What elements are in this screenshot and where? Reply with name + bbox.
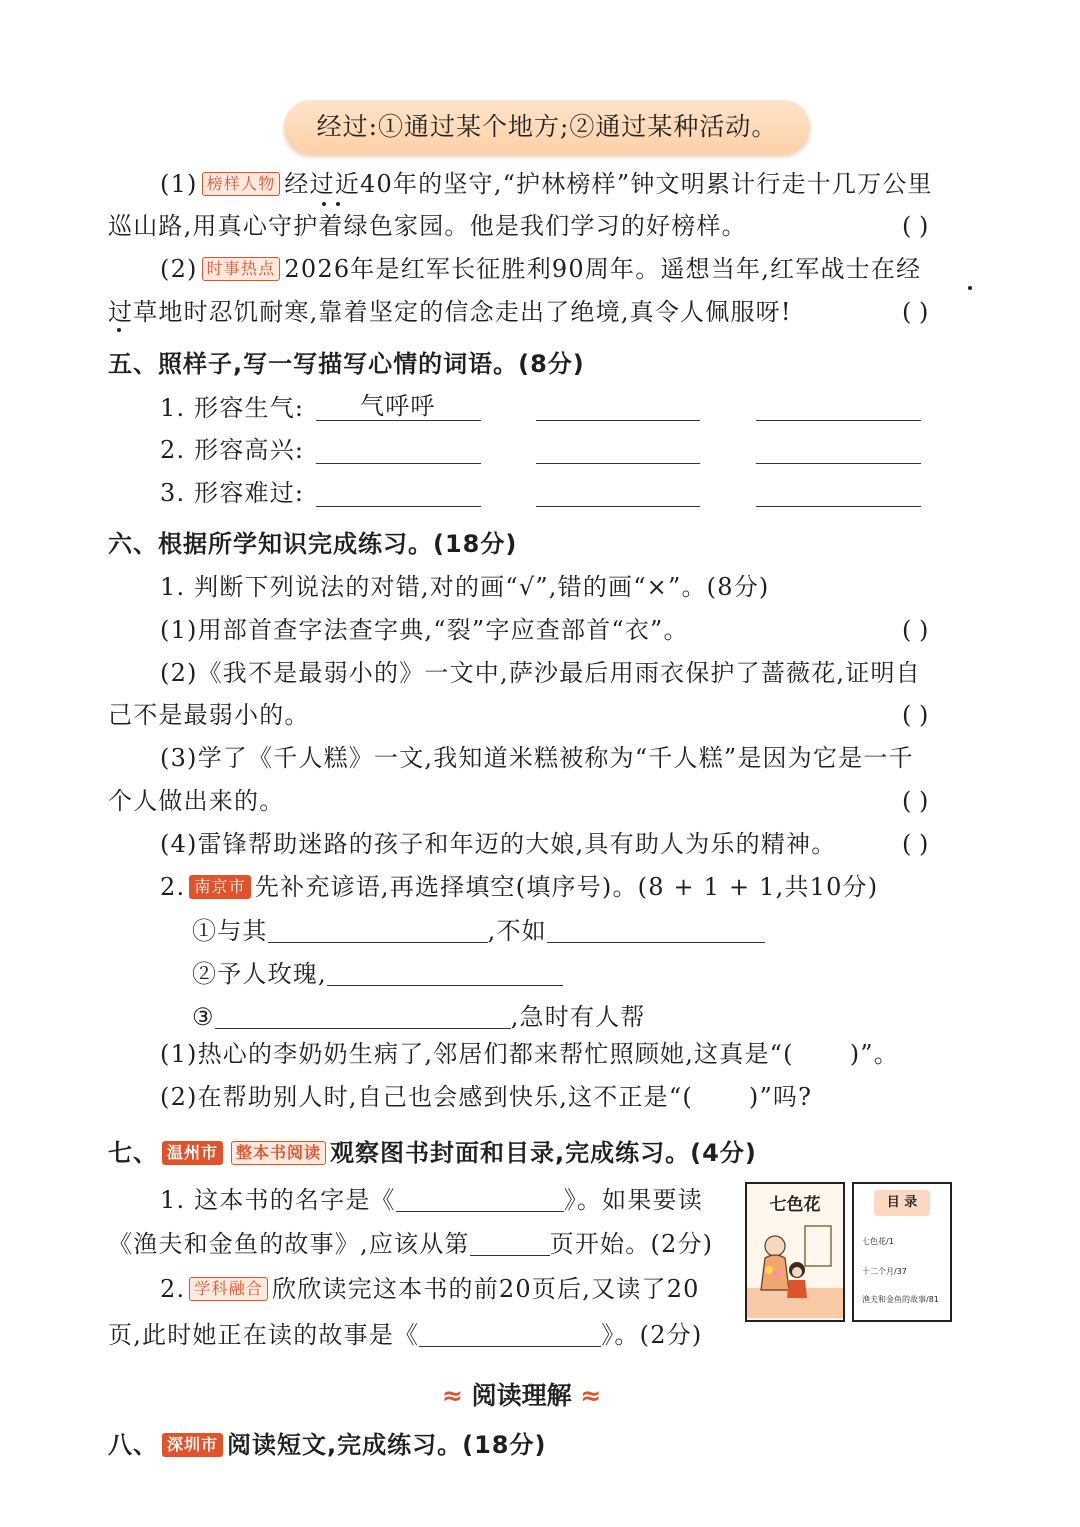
category-tag: 整本书阅读 bbox=[231, 1141, 326, 1165]
cover-illustration-icon bbox=[747, 1218, 843, 1318]
section-text: 阅读短文,完成练习。(18分) bbox=[227, 1431, 547, 1459]
fill-item bbox=[160, 1037, 899, 1071]
emphasis-dot bbox=[336, 202, 340, 206]
word-label: 1. 形容生气: bbox=[160, 394, 305, 422]
answer-parentheses[interactable]: ( ) bbox=[902, 212, 929, 240]
question-number: (1) bbox=[160, 170, 198, 198]
question-title: 1. 判断下列说法的对错,对的画“√”,错的画“×”。(8分) bbox=[160, 573, 770, 601]
category-tag: 学科融合 bbox=[189, 1277, 268, 1301]
region-tag: 南京市 bbox=[189, 875, 251, 899]
question-line: 过草地时忍饥耐寒,靠着坚定的信念走出了绝境,真令人佩服呀! bbox=[108, 298, 792, 326]
fill-text: )”吗? bbox=[748, 1083, 813, 1111]
question-text: 欣欣读完这本书的前20页后,又读了20 bbox=[272, 1275, 700, 1303]
question-line: 巡山路,用真心守护着绿色家园。他是我们学习的好榜样。 bbox=[108, 212, 747, 240]
answer-parentheses[interactable]: ( ) bbox=[902, 701, 929, 729]
judge-item: (2)《我不是最弱小的》一文中,萨沙最后用雨衣保护了蔷薇花,证明自 bbox=[160, 659, 921, 687]
answer-blank[interactable] bbox=[268, 916, 488, 943]
toc-item: 七色花/1 bbox=[862, 1237, 894, 1246]
judge-item: (4)雷锋帮助迷路的孩子和年迈的大娘,具有助人为乐的精神。 bbox=[160, 830, 837, 858]
section-prefix: 八、 bbox=[108, 1431, 158, 1459]
proverb-line bbox=[192, 914, 765, 948]
reading-heading bbox=[442, 1378, 601, 1414]
answer-blank[interactable] bbox=[215, 1002, 511, 1029]
section-text: 观察图书封面和目录,完成练习。(4分) bbox=[330, 1139, 757, 1167]
toc-title: 目 录 bbox=[874, 1190, 930, 1216]
question-text: 经过近40年的坚守,“护林榜样”钟文明累计行走十几万公里 bbox=[284, 170, 933, 198]
fill-item bbox=[160, 1080, 812, 1114]
proverb-part: ,不如 bbox=[487, 917, 547, 945]
question-text: 1. 这本书的名字是《 bbox=[160, 1186, 396, 1214]
answer-blank[interactable] bbox=[327, 959, 563, 986]
region-tag: 温州市 bbox=[162, 1141, 223, 1165]
answer-blank[interactable] bbox=[536, 463, 700, 464]
answer-blank[interactable] bbox=[419, 1320, 601, 1347]
section-title bbox=[108, 1428, 546, 1462]
category-tag: 时事热点 bbox=[202, 257, 281, 281]
book-toc bbox=[852, 1182, 952, 1322]
question-number: 2. bbox=[160, 873, 186, 901]
question-line bbox=[160, 252, 921, 286]
answer-blank[interactable] bbox=[756, 420, 921, 421]
answer-blank[interactable] bbox=[316, 420, 481, 421]
section-title: 六、根据所学知识完成练习。(18分) bbox=[108, 530, 518, 558]
wave-icon: ≈ bbox=[580, 1381, 602, 1410]
question-line bbox=[160, 1272, 700, 1306]
proverb-line bbox=[192, 1000, 646, 1034]
answer-blank[interactable] bbox=[536, 420, 700, 421]
judge-item-cont: 己不是最弱小的。 bbox=[108, 701, 310, 729]
cover-title: 七色花 bbox=[769, 1195, 821, 1215]
word-label: 3. 形容难过: bbox=[160, 479, 305, 507]
proverb-line bbox=[192, 957, 563, 991]
section-prefix: 七、 bbox=[108, 1139, 158, 1167]
answer-parentheses[interactable]: ( ) bbox=[902, 298, 929, 326]
judge-item: (1)用部首查字法查字典,“裂”字应查部首“衣”。 bbox=[160, 616, 689, 644]
question-number: 2. bbox=[160, 1275, 186, 1303]
question-title bbox=[160, 870, 878, 904]
reading-title: 阅读理解 bbox=[471, 1381, 572, 1410]
question-text: 先补充谚语,再选择填空(填序号)。(8 + 1 + 1,共10分) bbox=[254, 873, 879, 901]
answer-parentheses[interactable]: ( ) bbox=[902, 616, 929, 644]
definition-banner: 经过:①通过某个地方;②通过某种活动。 bbox=[284, 100, 810, 154]
answer-blank[interactable] bbox=[536, 506, 700, 507]
question-text: 》。如果要读 bbox=[563, 1186, 703, 1214]
answer-blank[interactable] bbox=[756, 463, 921, 464]
section-title: 五、照样子,写一写描写心情的词语。(8分) bbox=[108, 350, 585, 378]
question-line bbox=[160, 1183, 703, 1217]
answer-blank[interactable] bbox=[470, 1229, 550, 1256]
judge-item: (3)学了《千人糕》一文,我知道米糕被称为“千人糕”是因为它是一千 bbox=[160, 744, 914, 772]
proverb-part: ③ bbox=[192, 1003, 215, 1031]
fill-text: (1)热心的李奶奶生病了,邻居们都来帮忙照顾她,这真是“( bbox=[160, 1040, 794, 1068]
question-number: (2) bbox=[160, 255, 198, 283]
question-line bbox=[108, 1227, 713, 1261]
fill-text: (2)在帮助别人时,自己也会感到快乐,这不正是“( bbox=[160, 1083, 693, 1111]
answer-blank[interactable] bbox=[396, 1185, 564, 1212]
proverb-part: ①与其 bbox=[192, 917, 268, 945]
region-tag: 深圳市 bbox=[162, 1433, 223, 1457]
emphasis-dot bbox=[968, 286, 972, 290]
answer-parentheses[interactable]: ( ) bbox=[902, 787, 929, 815]
wave-icon: ≈ bbox=[442, 1381, 463, 1410]
emphasis-dot bbox=[117, 328, 121, 332]
question-line bbox=[108, 1318, 702, 1352]
answer-blank[interactable] bbox=[316, 506, 481, 507]
proverb-part: ,急时有人帮 bbox=[510, 1003, 646, 1031]
fill-text: )”。 bbox=[849, 1040, 899, 1068]
question-text: 《渔夫和金鱼的故事》,应该从第 bbox=[108, 1230, 470, 1258]
question-text: 2026年是红军长征胜利90周年。遥想当年,红军战士在经 bbox=[284, 255, 922, 283]
answer-parentheses[interactable]: ( ) bbox=[902, 830, 929, 858]
toc-item: 渔夫和金鱼的故事/81 bbox=[862, 1295, 939, 1304]
emphasis-dot bbox=[322, 202, 326, 206]
word-label: 2. 形容高兴: bbox=[160, 436, 305, 464]
question-text: 页,此时她正在读的故事是《 bbox=[108, 1321, 420, 1349]
book-cover bbox=[745, 1182, 845, 1322]
answer-blank[interactable] bbox=[316, 463, 481, 464]
answer-blank[interactable] bbox=[547, 916, 765, 943]
judge-item-cont: 个人做出来的。 bbox=[108, 787, 285, 815]
example-answer: 气呼呼 bbox=[360, 392, 436, 420]
proverb-part: ②予人玫瑰, bbox=[192, 960, 327, 988]
question-text: 》。(2分) bbox=[601, 1321, 703, 1349]
category-tag: 榜样人物 bbox=[202, 172, 281, 196]
question-text: 页开始。(2分) bbox=[549, 1230, 714, 1258]
question-line bbox=[160, 167, 933, 201]
section-title bbox=[108, 1136, 757, 1170]
toc-item: 十二个月/37 bbox=[862, 1267, 907, 1276]
answer-blank[interactable] bbox=[756, 506, 921, 507]
